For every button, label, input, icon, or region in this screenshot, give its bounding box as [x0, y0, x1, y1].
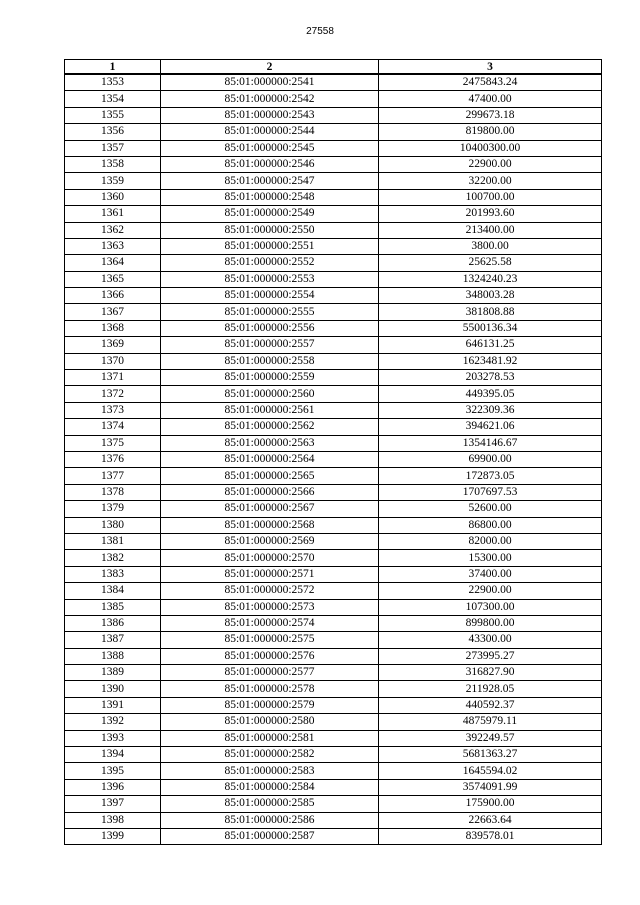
cadastral-number-cell: 85:01:000000:2574 [161, 615, 379, 631]
cadastral-number-cell: 85:01:000000:2559 [161, 370, 379, 386]
table-row [65, 730, 602, 746]
table-row [65, 173, 602, 189]
row-number-cell: 1393 [65, 730, 161, 746]
cadastral-number-cell: 85:01:000000:2566 [161, 484, 379, 500]
value-cell: 299673.18 [379, 107, 602, 123]
table-row [65, 681, 602, 697]
cadastral-number-cell: 85:01:000000:2544 [161, 124, 379, 140]
row-number-cell: 1382 [65, 550, 161, 566]
cadastral-number-cell: 85:01:000000:2543 [161, 107, 379, 123]
table-row [65, 697, 602, 713]
cadastral-number-cell: 85:01:000000:2568 [161, 517, 379, 533]
value-cell: 15300.00 [379, 550, 602, 566]
row-number-cell: 1372 [65, 386, 161, 402]
row-number-cell: 1356 [65, 124, 161, 140]
value-cell: 646131.25 [379, 337, 602, 353]
value-cell: 381808.88 [379, 304, 602, 320]
value-cell: 440592.37 [379, 697, 602, 713]
cadastral-number-cell: 85:01:000000:2542 [161, 91, 379, 107]
value-cell: 4875979.11 [379, 714, 602, 730]
value-cell: 37400.00 [379, 566, 602, 582]
table-row [65, 501, 602, 517]
data-table [64, 59, 602, 845]
row-number-cell: 1366 [65, 288, 161, 304]
table-row [65, 288, 602, 304]
cadastral-number-cell: 85:01:000000:2541 [161, 74, 379, 91]
value-cell: 1623481.92 [379, 353, 602, 369]
table-row [65, 796, 602, 812]
value-cell: 175900.00 [379, 796, 602, 812]
table-header [65, 60, 602, 75]
value-cell: 3574091.99 [379, 779, 602, 795]
row-number-cell: 1396 [65, 779, 161, 795]
row-number-cell: 1357 [65, 140, 161, 156]
cadastral-number-cell: 85:01:000000:2564 [161, 451, 379, 467]
row-number-cell: 1399 [65, 828, 161, 844]
cadastral-number-cell: 85:01:000000:2573 [161, 599, 379, 615]
cadastral-number-cell: 85:01:000000:2576 [161, 648, 379, 664]
table-row [65, 763, 602, 779]
cadastral-number-cell: 85:01:000000:2584 [161, 779, 379, 795]
value-cell: 3800.00 [379, 238, 602, 254]
cadastral-number-cell: 85:01:000000:2556 [161, 320, 379, 336]
table-row [65, 222, 602, 238]
table-row [65, 74, 602, 91]
table-row [65, 583, 602, 599]
value-cell: 22663.64 [379, 812, 602, 828]
table-row [65, 435, 602, 451]
row-number-cell: 1381 [65, 533, 161, 549]
row-number-cell: 1392 [65, 714, 161, 730]
cadastral-number-cell: 85:01:000000:2558 [161, 353, 379, 369]
cadastral-number-cell: 85:01:000000:2567 [161, 501, 379, 517]
row-number-cell: 1388 [65, 648, 161, 664]
table-row [65, 566, 602, 582]
value-cell: 322309.36 [379, 402, 602, 418]
cadastral-number-cell: 85:01:000000:2561 [161, 402, 379, 418]
row-number-cell: 1397 [65, 796, 161, 812]
row-number-cell: 1387 [65, 632, 161, 648]
cadastral-number-cell: 85:01:000000:2552 [161, 255, 379, 271]
value-cell: 1707697.53 [379, 484, 602, 500]
table-row [65, 451, 602, 467]
row-number-cell: 1380 [65, 517, 161, 533]
cadastral-number-cell: 85:01:000000:2565 [161, 468, 379, 484]
value-cell: 316827.90 [379, 665, 602, 681]
cadastral-number-cell: 85:01:000000:2546 [161, 156, 379, 172]
cadastral-number-cell: 85:01:000000:2578 [161, 681, 379, 697]
value-cell: 22900.00 [379, 583, 602, 599]
cadastral-number-cell: 85:01:000000:2586 [161, 812, 379, 828]
row-number-cell: 1359 [65, 173, 161, 189]
row-number-cell: 1391 [65, 697, 161, 713]
table-row [65, 648, 602, 664]
cadastral-number-cell: 85:01:000000:2551 [161, 238, 379, 254]
table-row [65, 419, 602, 435]
row-number-cell: 1398 [65, 812, 161, 828]
table-row [65, 353, 602, 369]
value-cell: 100700.00 [379, 189, 602, 205]
row-number-cell: 1385 [65, 599, 161, 615]
cadastral-number-cell: 85:01:000000:2554 [161, 288, 379, 304]
table-row [65, 812, 602, 828]
value-cell: 82000.00 [379, 533, 602, 549]
column-header-1: 1 [65, 60, 161, 75]
row-number-cell: 1368 [65, 320, 161, 336]
cadastral-number-cell: 85:01:000000:2570 [161, 550, 379, 566]
value-cell: 449395.05 [379, 386, 602, 402]
table-row [65, 189, 602, 205]
cadastral-number-cell: 85:01:000000:2549 [161, 206, 379, 222]
column-header-2: 2 [161, 60, 379, 75]
page-number: 27558 [306, 26, 334, 37]
table-row [65, 156, 602, 172]
value-cell: 5681363.27 [379, 747, 602, 763]
row-number-cell: 1354 [65, 91, 161, 107]
value-cell: 32200.00 [379, 173, 602, 189]
cadastral-number-cell: 85:01:000000:2581 [161, 730, 379, 746]
row-number-cell: 1386 [65, 615, 161, 631]
cadastral-number-cell: 85:01:000000:2585 [161, 796, 379, 812]
value-cell: 213400.00 [379, 222, 602, 238]
cadastral-number-cell: 85:01:000000:2571 [161, 566, 379, 582]
table-row [65, 140, 602, 156]
cadastral-number-cell: 85:01:000000:2575 [161, 632, 379, 648]
row-number-cell: 1369 [65, 337, 161, 353]
table-row [65, 238, 602, 254]
table-row [65, 615, 602, 631]
table-row [65, 255, 602, 271]
table-row [65, 320, 602, 336]
cadastral-number-cell: 85:01:000000:2580 [161, 714, 379, 730]
row-number-cell: 1379 [65, 501, 161, 517]
table-row [65, 714, 602, 730]
table-row [65, 747, 602, 763]
value-cell: 348003.28 [379, 288, 602, 304]
row-number-cell: 1361 [65, 206, 161, 222]
cadastral-number-cell: 85:01:000000:2555 [161, 304, 379, 320]
row-number-cell: 1358 [65, 156, 161, 172]
row-number-cell: 1389 [65, 665, 161, 681]
value-cell: 107300.00 [379, 599, 602, 615]
cadastral-number-cell: 85:01:000000:2548 [161, 189, 379, 205]
row-number-cell: 1384 [65, 583, 161, 599]
row-number-cell: 1378 [65, 484, 161, 500]
value-cell: 1645594.02 [379, 763, 602, 779]
cadastral-number-cell: 85:01:000000:2560 [161, 386, 379, 402]
value-cell: 47400.00 [379, 91, 602, 107]
table-row [65, 107, 602, 123]
row-number-cell: 1375 [65, 435, 161, 451]
row-number-cell: 1355 [65, 107, 161, 123]
table-row [65, 370, 602, 386]
value-cell: 819800.00 [379, 124, 602, 140]
value-cell: 899800.00 [379, 615, 602, 631]
row-number-cell: 1373 [65, 402, 161, 418]
value-cell: 69900.00 [379, 451, 602, 467]
value-cell: 43300.00 [379, 632, 602, 648]
value-cell: 25625.58 [379, 255, 602, 271]
value-cell: 52600.00 [379, 501, 602, 517]
cadastral-number-cell: 85:01:000000:2553 [161, 271, 379, 287]
table-row [65, 304, 602, 320]
table-row [65, 599, 602, 615]
value-cell: 392249.57 [379, 730, 602, 746]
row-number-cell: 1377 [65, 468, 161, 484]
cadastral-number-cell: 85:01:000000:2577 [161, 665, 379, 681]
value-cell: 2475843.24 [379, 74, 602, 91]
row-number-cell: 1383 [65, 566, 161, 582]
row-number-cell: 1363 [65, 238, 161, 254]
table-row [65, 337, 602, 353]
cadastral-number-cell: 85:01:000000:2562 [161, 419, 379, 435]
row-number-cell: 1362 [65, 222, 161, 238]
row-number-cell: 1353 [65, 74, 161, 91]
cadastral-number-cell: 85:01:000000:2557 [161, 337, 379, 353]
cadastral-number-cell: 85:01:000000:2550 [161, 222, 379, 238]
row-number-cell: 1370 [65, 353, 161, 369]
value-cell: 394621.06 [379, 419, 602, 435]
value-cell: 22900.00 [379, 156, 602, 172]
cadastral-number-cell: 85:01:000000:2572 [161, 583, 379, 599]
table-row [65, 484, 602, 500]
table-row [65, 124, 602, 140]
row-number-cell: 1365 [65, 271, 161, 287]
row-number-cell: 1390 [65, 681, 161, 697]
column-header-3: 3 [379, 60, 602, 75]
value-cell: 172873.05 [379, 468, 602, 484]
row-number-cell: 1364 [65, 255, 161, 271]
row-number-cell: 1395 [65, 763, 161, 779]
table-body [65, 74, 602, 845]
table-row [65, 517, 602, 533]
value-cell: 201993.60 [379, 206, 602, 222]
cadastral-number-cell: 85:01:000000:2587 [161, 828, 379, 844]
cadastral-number-cell: 85:01:000000:2583 [161, 763, 379, 779]
table-row [65, 665, 602, 681]
value-cell: 211928.05 [379, 681, 602, 697]
table-row [65, 632, 602, 648]
value-cell: 86800.00 [379, 517, 602, 533]
table-row [65, 91, 602, 107]
cadastral-number-cell: 85:01:000000:2547 [161, 173, 379, 189]
row-number-cell: 1394 [65, 747, 161, 763]
value-cell: 10400300.00 [379, 140, 602, 156]
table-row [65, 468, 602, 484]
cadastral-number-cell: 85:01:000000:2579 [161, 697, 379, 713]
value-cell: 5500136.34 [379, 320, 602, 336]
header-row [65, 60, 602, 75]
value-cell: 1324240.23 [379, 271, 602, 287]
cadastral-number-cell: 85:01:000000:2563 [161, 435, 379, 451]
table-row [65, 828, 602, 844]
row-number-cell: 1371 [65, 370, 161, 386]
table-row [65, 533, 602, 549]
table-row [65, 402, 602, 418]
row-number-cell: 1376 [65, 451, 161, 467]
value-cell: 273995.27 [379, 648, 602, 664]
table-row [65, 779, 602, 795]
row-number-cell: 1367 [65, 304, 161, 320]
row-number-cell: 1360 [65, 189, 161, 205]
cadastral-number-cell: 85:01:000000:2582 [161, 747, 379, 763]
cadastral-number-cell: 85:01:000000:2545 [161, 140, 379, 156]
table-row [65, 550, 602, 566]
table-row [65, 386, 602, 402]
table-row [65, 206, 602, 222]
table-row [65, 271, 602, 287]
value-cell: 203278.53 [379, 370, 602, 386]
row-number-cell: 1374 [65, 419, 161, 435]
value-cell: 839578.01 [379, 828, 602, 844]
value-cell: 1354146.67 [379, 435, 602, 451]
cadastral-number-cell: 85:01:000000:2569 [161, 533, 379, 549]
